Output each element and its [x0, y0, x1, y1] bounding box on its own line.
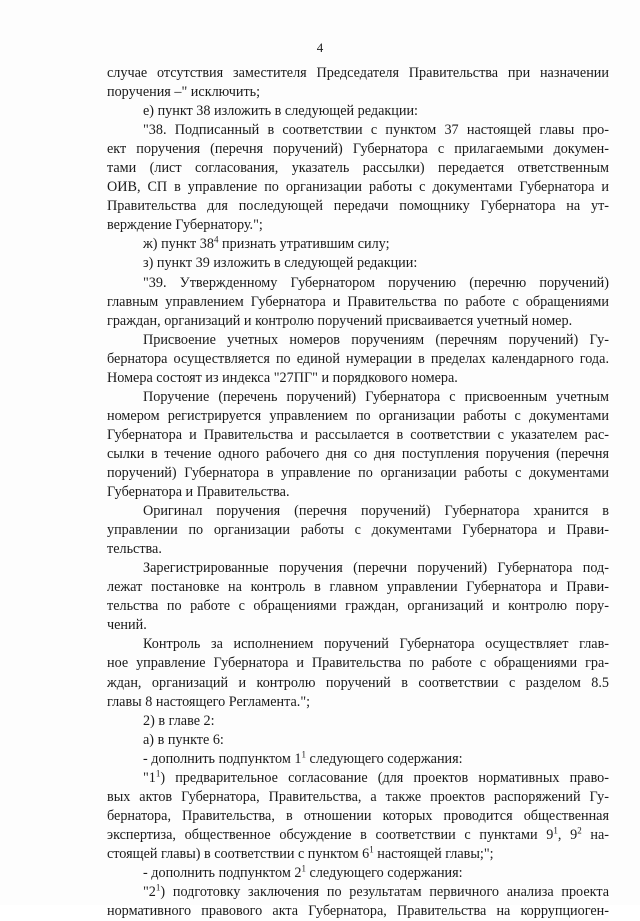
- text-line: ект поручения (перечня поручений) Губернатора с прилагаемыми докумен-: [107, 141, 609, 158]
- text-line: з) пункт 39 изложить в следующей редакции:: [143, 255, 418, 272]
- text-line: стоящей главы) в соответствии с пунктом $6^1$ настоящей главы;";: [107, 844, 494, 862]
- text-line: лежат постановке на контроль в главном управлении Губернатора и Прави-: [107, 579, 609, 596]
- text-line: "$2^1$) подготовку заключения по результатам первичного анализа проекта: [143, 882, 609, 901]
- text-line: чений.: [107, 617, 147, 634]
- text-line: нормативного правового акта Губернатора, Правительства на коррупциоген-: [107, 903, 609, 920]
- text-line: ОИВ, СП в управление по организации работы с документами Губернатора и: [107, 179, 609, 196]
- text-line: экспертиза, общественное обсуждение в соответствии с пунктами $9^1$, $9^2$ на-: [107, 825, 609, 843]
- superscript: 1: [301, 863, 306, 874]
- text-line: ждан, организаций и контролю поручений в соответствии с разделом 8.5: [107, 674, 609, 691]
- text-line: ное управление Губернатора и Правительства по работе с обращениями гра-: [107, 655, 609, 672]
- text-line: верждение Губернатору.";: [107, 217, 263, 234]
- superscript: 1: [301, 748, 306, 759]
- text-line: вых актов Губернатора, Правительства, а также проектов распоряжений Гу-: [107, 788, 609, 805]
- text-line: Губернатора и Правительства и рассылается в соответствии с указателем рас-: [107, 426, 609, 443]
- text-line: "$1^1$) предварительное согласование (для проектов нормативных право-: [143, 768, 609, 786]
- superscript: 1: [553, 825, 558, 836]
- text-line: "39. Утвержденному Губернатором поручению (перечню поручений): [143, 274, 609, 291]
- text-line: управлении по организации работы с документами Губернатора и Прави-: [107, 522, 609, 539]
- text-line: бернатора, Правительства, в отношении которых проводится общественная: [107, 807, 609, 824]
- text-line: Губернатора и Правительства.: [107, 484, 290, 501]
- text-line: - дополнить подпунктом $2^1$ следующего содержания:: [143, 863, 463, 881]
- text-line: ж) пункт $38^4$ признать утратившим силу;: [143, 234, 390, 253]
- text-line: Присвоение учетных номеров поручениям (перечням поручений) Гу-: [143, 331, 609, 348]
- text-line: Поручение (перечень поручений) Губернатора с присвоенным учетным: [143, 388, 609, 405]
- text-line: главы 8 настоящего Регламента.";: [107, 693, 311, 710]
- text-line: Зарегистрированные поручения (перечни поручений) Губернатора под-: [143, 560, 609, 577]
- superscript: 2: [577, 825, 582, 836]
- text-line: а) в пункте 6:: [143, 731, 224, 748]
- text-line: граждан, организаций и контролю поручений присваивается учетный номер.: [107, 312, 573, 329]
- text-line: случае отсутствия заместителя Председателя Правительства при назначении: [107, 65, 609, 81]
- document-body: [107, 64, 609, 921]
- text-line: Контроль за исполнением поручений Губернатора осуществляет глав-: [143, 636, 609, 653]
- superscript: 1: [155, 882, 161, 893]
- superscript: 1: [155, 768, 161, 778]
- text-line: Правительства для последующей передачи помощнику Губернатора на ут-: [107, 198, 609, 215]
- text-line: Оригинал поручения (перечня поручений) Губернатора хранится в: [143, 503, 609, 520]
- page-number: 4: [316, 40, 324, 55]
- superscript: 1: [369, 844, 374, 855]
- text-line: е) пункт 38 изложить в следующей редакции:: [143, 103, 418, 120]
- superscript: 4: [214, 234, 219, 245]
- text-line: номером регистрируется управлением по организации работы с документами: [107, 407, 609, 424]
- text-line: Номера состоят из индекса "27ПГ" и порядкового номера.: [107, 369, 458, 386]
- text-line: тельства.: [107, 541, 162, 558]
- text-line: поручений) Губернатора в управление по организации работы с документами: [107, 464, 609, 481]
- text-line: тельства по работе с обращениями граждан, организаций и контролю пору-: [107, 598, 609, 615]
- text-line: поручения –" исключить;: [107, 84, 261, 101]
- text-line: - дополнить подпунктом $1^1$ следующего содержания:: [143, 748, 463, 767]
- text-line: бернатора осуществляется по единой нумерации в пределах календарного года.: [107, 350, 609, 367]
- text-line: "38. Подписанный в соответствии с пунктом 37 настоящей главы про-: [143, 122, 609, 139]
- text-line: главным управлением Губернатора и Правительства по работе с обращениями: [107, 293, 609, 310]
- text-line: тами (лист согласования, указатель рассылки) передается ответственным: [107, 160, 609, 177]
- text-line: 2) в главе 2:: [143, 712, 215, 729]
- text-line: сылки в течение одного рабочего дня со дня поступления поручения (перечня: [107, 445, 609, 462]
